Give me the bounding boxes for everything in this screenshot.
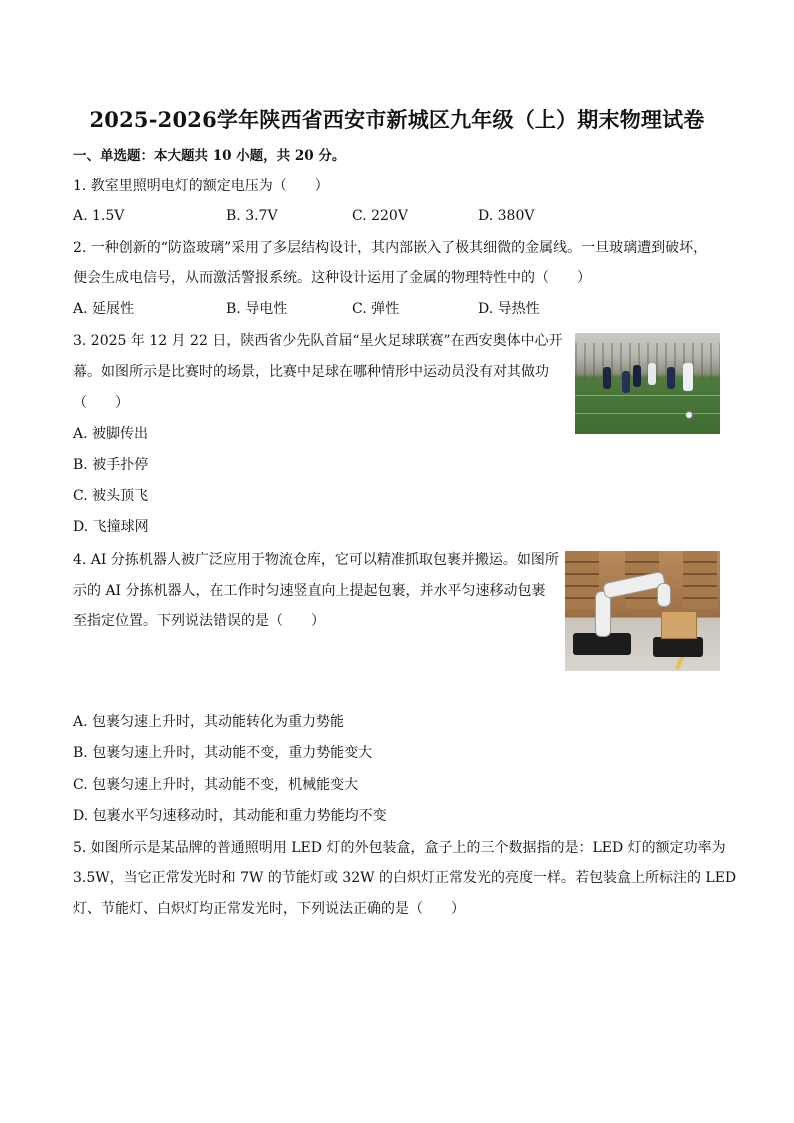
soccer-ball: [685, 411, 693, 419]
q4-option-c: C. 包裹匀速上升时，其动能不变，机械能变大: [73, 777, 359, 793]
q3-stem-line3: （ ）: [73, 395, 129, 411]
q4-stem-line3: 至指定位置。下列说法错误的是（ ）: [73, 613, 325, 629]
player-figure: [683, 363, 693, 391]
player-figure: [622, 371, 630, 393]
q3-option-a: A. 被脚传出: [73, 426, 149, 442]
q3-stem-line1: 3. 2025 年 12 月 22 日，陕西省少先队首届“星火足球联赛”在西安奥体中心开: [73, 333, 563, 349]
q2-stem-line2: 便会生成电信号，从而激活警报系统。这种设计运用了金属的物理特性中的（ ）: [73, 270, 591, 286]
q1-stem: 1. 教室里照明电灯的额定电压为（ ）: [73, 178, 329, 194]
q2-stem-line1: 2. 一种创新的“防盗玻璃”采用了多层结构设计，其内部嵌入了极其细微的金属线。一旦玻璃遭到破坏，: [73, 240, 708, 256]
player-figure: [633, 365, 641, 387]
robot-gripper: [657, 583, 671, 607]
q1-option-a: A. 1.5V: [73, 208, 125, 224]
q2-option-b: B. 导电性: [226, 301, 288, 317]
parcel-box: [661, 611, 697, 639]
q4-stem-line2: 示的 AI 分拣机器人，在工作时匀速竖直向上提起包裹，并水平匀速移动包裹: [73, 583, 546, 599]
section-heading: 一、单选题：本大题共 10 小题，共 20 分。: [73, 148, 346, 164]
q4-option-a: A. 包裹匀速上升时，其动能转化为重力势能: [73, 714, 345, 730]
q2-option-d: D. 导热性: [478, 301, 540, 317]
warehouse-shelf: [565, 551, 599, 609]
q2-option-c: C. 弹性: [352, 301, 400, 317]
player-figure: [667, 367, 675, 389]
q4-stem-line1: 4. AI 分拣机器人被广泛应用于物流仓库，它可以精准抓取包裹并搬运。如图所: [73, 552, 559, 568]
field-stripe: [575, 395, 720, 396]
q5-stem-line2: 3.5W，当它正常发光时和 7W 的节能灯或 32W 的白炽灯正常发光的亮度一样。若包装盒上所标注的 LED: [73, 870, 737, 886]
soccer-match-photo: [575, 333, 720, 434]
warehouse-shelf: [683, 551, 717, 609]
q5-stem-line3: 灯、节能灯、白炽灯均正常发光时，下列说法正确的是（ ）: [73, 901, 465, 917]
q1-option-d: D. 380V: [478, 208, 535, 224]
exam-title: 2025-2026学年陕西省西安市新城区九年级（上）期末物理试卷: [89, 107, 705, 132]
q3-option-c: C. 被头顶飞: [73, 488, 149, 504]
q3-stem-line2: 幕。如图所示是比赛时的场景，比赛中足球在哪种情形中运动员没有对其做功: [73, 364, 549, 380]
player-figure: [648, 363, 656, 385]
q4-option-b: B. 包裹匀速上升时，其动能不变，重力势能变大: [73, 745, 373, 761]
q2-option-a: A. 延展性: [73, 301, 135, 317]
sorting-robot-photo: [565, 551, 720, 671]
player-figure: [603, 367, 611, 389]
q4-option-d: D. 包裹水平匀速移动时，其动能和重力势能均不变: [73, 808, 387, 824]
q3-option-b: B. 被手扑停: [73, 457, 149, 473]
field-stripe: [575, 413, 720, 414]
q1-option-c: C. 220V: [352, 208, 408, 224]
q3-option-d: D. 飞撞球网: [73, 519, 149, 535]
q5-stem-line1: 5. 如图所示是某品牌的普通照明用 LED 灯的外包装盒，盒子上的三个数据指的是：LED 灯的额定功率为: [73, 840, 726, 856]
q1-option-b: B. 3.7V: [226, 208, 278, 224]
agv-cart: [653, 637, 703, 657]
